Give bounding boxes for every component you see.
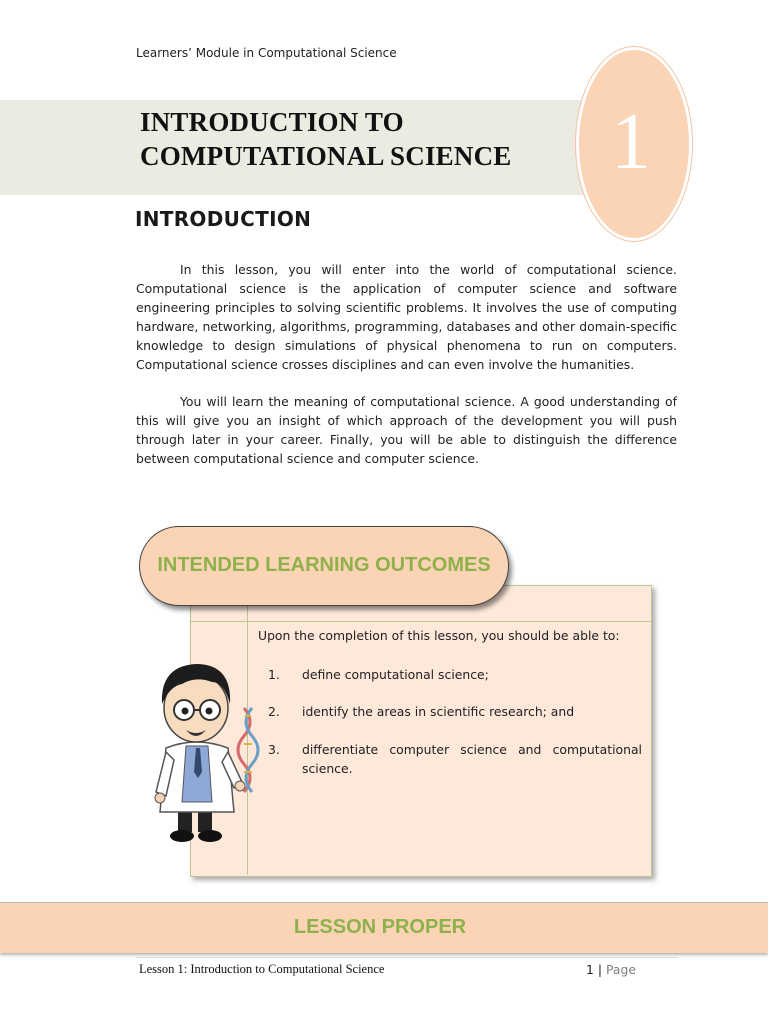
title-line-1: INTRODUCTION TO	[140, 107, 404, 137]
outcome-text: identify the areas in scientific research; and	[302, 704, 575, 719]
outcome-text: define computational science;	[302, 667, 489, 682]
outcome-number: 2.	[268, 704, 280, 719]
page-title	[140, 105, 512, 173]
lesson-number: 1	[611, 98, 651, 186]
outcome-number: 3.	[268, 742, 280, 757]
introduction-heading: INTRODUCTION	[135, 207, 312, 231]
module-header: Learners’ Module in Computational Science	[136, 46, 397, 60]
outcome-number: 1.	[268, 667, 280, 682]
outcomes-heading: INTENDED LEARNING OUTCOMES	[157, 554, 491, 576]
outcome-text: differentiate computer science and computational science.	[302, 742, 642, 776]
page-word: Page	[605, 962, 636, 977]
scientist-with-dna-icon	[152, 652, 264, 852]
footer-page	[586, 962, 636, 977]
title-line-2: COMPUTATIONAL SCIENCE	[140, 141, 512, 171]
lesson-proper-heading: LESSON PROPER	[293, 916, 467, 938]
introduction-paragraph-2: You will learn the meaning of computational science. A good understanding of this will give you an insight of which approach of the development you will push through later in your career. Finally, you will be able to distinguish the difference between computational science and computer science.	[136, 394, 677, 466]
introduction-paragraph-1: In this lesson, you will enter into the world of computational science. Computational science is the application of computer science and software engineering principles to solving scientific problems. It involves the use of computing hardware, networking, algorithms, programming, databases and other domain-specific knowledge to design simulations of physical phenomena to run on computers. Computational science crosses disciplines and can even involve the humanities.	[136, 262, 677, 372]
outcomes-divider-horizontal	[190, 621, 651, 622]
page-separator: |	[597, 962, 603, 977]
outcomes-intro: Upon the completion of this lesson, you should be able to:	[258, 628, 620, 643]
footer-lesson-label: Lesson 1: Introduction to Computational Science	[139, 962, 385, 976]
page-number: 1	[586, 962, 594, 977]
footer-divider	[136, 957, 678, 958]
